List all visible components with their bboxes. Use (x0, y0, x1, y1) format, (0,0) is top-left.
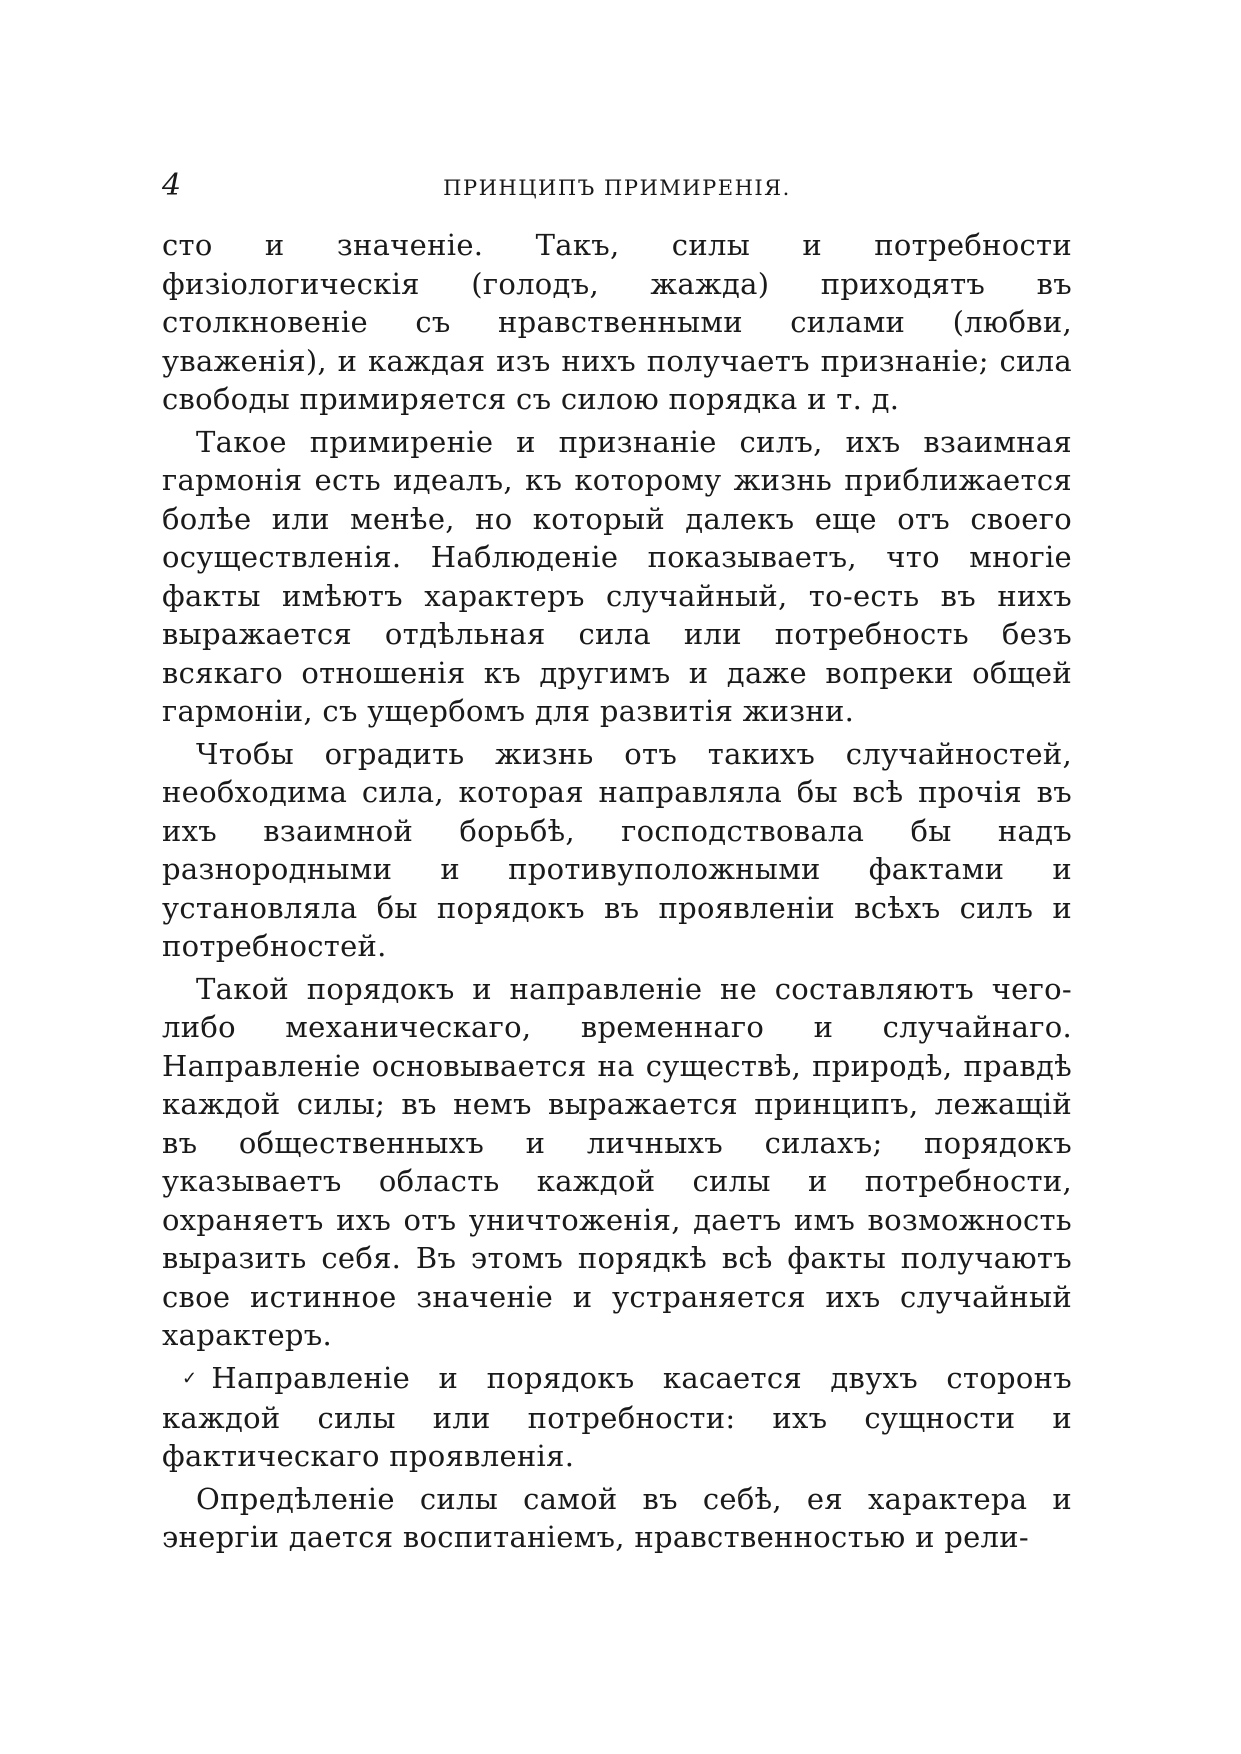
margin-mark: ✓ (182, 1368, 198, 1390)
page-header (162, 166, 1072, 206)
paragraph-continuation: сто и значеніе. Такъ, силы и потребности физіологическія (голодъ, жажда) приходятъ въ столкновеніе съ нравственными силами (любви, уваженія), и каждая изъ нихъ получаетъ признаніе; сила свободы примиряется съ силою порядка и т. д. (162, 228, 1072, 416)
page-number: 4 (162, 168, 182, 203)
body-text (162, 226, 1072, 1561)
paragraph: Такой порядокъ и направленіе не составляютъ чего-либо механическаго, временнаго и случайнаго. Направленіе основывается на существѣ, природѣ, правдѣ каждой силы; въ немъ выражается принципъ, лежащій въ общественныхъ и личныхъ силахъ; порядокъ указываетъ область каждой силы и потребности, охраняетъ ихъ отъ уничтоженія, даетъ имъ возможность выразить себя. Въ этомъ порядкѣ всѣ факты получаютъ свое истинное значеніе и устраняется ихъ случайный характеръ. (162, 971, 1072, 1352)
paragraph: Такое примиреніе и признаніе силъ, ихъ взаимная гармонія есть идеалъ, къ которому жизнь приближается болѣе или менѣе, но который далекъ еще отъ своего осуществленія. Наблюденіе показываетъ, что многіе факты имѣютъ характеръ случайный, то-есть въ нихъ выражается отдѣльная сила или потребность безъ всякаго отношенія къ другимъ и даже вопреки общей гармоніи, съ ущербомъ для развитія жизни. (162, 424, 1072, 728)
paragraph: Чтобы оградить жизнь отъ такихъ случайностей, необходима сила, которая направляла бы всѣ прочія въ ихъ взаимной борьбѣ, господствовала бы надъ разнородными и противуположными фактами и установляла бы порядокъ въ проявленіи всѣхъ силъ и потребностей. (162, 736, 1072, 963)
running-title: ПРИНЦИПЪ ПРИМИРЕНІЯ. (443, 176, 791, 200)
paragraph-text: Направленіе и порядокъ касается двухъ сторонъ каждой силы или потребности: ихъ сущности и фактическаго проявленія. (162, 1360, 1072, 1474)
paragraph-with-margin-mark (162, 1359, 1072, 1476)
paragraph: Опредѣленіе силы самой въ себѣ, ея характера и энергіи дается воспитаніемъ, нравственностью и рели- (162, 1481, 1072, 1555)
